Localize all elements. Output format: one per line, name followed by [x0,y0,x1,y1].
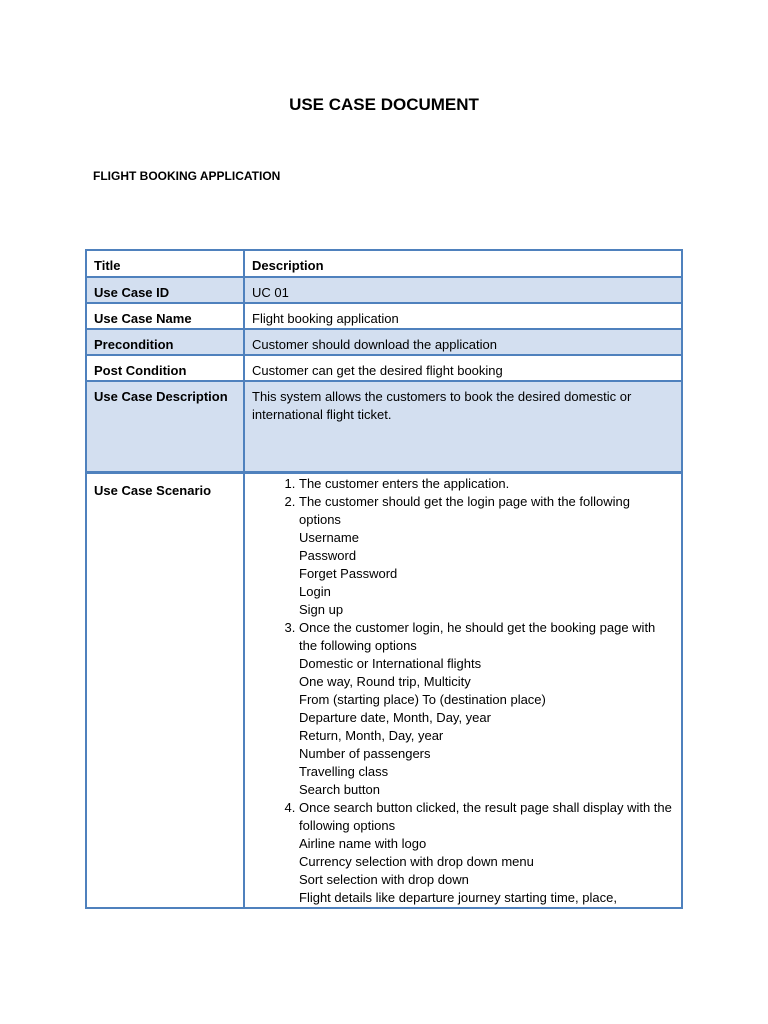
table-row [86,277,682,303]
step-option: From (starting place) To (destination place) [299,691,546,707]
document-subtitle: FLIGHT BOOKING APPLICATION [93,169,281,183]
step-option: Travelling class [299,763,389,779]
scenario-steps-list [252,475,674,907]
step-option: Airline name with logo [299,835,427,851]
step-option: Departure date, Month, Day, year [299,709,491,725]
row-value: This system allows the customers to book the desired domestic or international flight ticket. [244,381,682,472]
use-case-table [85,249,683,909]
row-value: Flight booking application [244,303,682,329]
step-text: The customer should get the login page with the following options [299,493,630,527]
row-label: Use Case Name [86,303,244,329]
step-text: Once search button clicked, the result page shall display with the following options [299,799,672,833]
table-row [86,329,682,355]
scenario-step [299,619,674,799]
scenario-label: Use Case Scenario [86,472,244,908]
step-option: Flight details like departure journey starting time, place, [299,889,617,905]
row-label: Post Condition [86,355,244,381]
step-option: Forget Password [299,565,398,581]
header-description-cell: Description [244,250,682,277]
scenario-step [299,475,674,493]
table-header-row [86,250,682,277]
step-option: Sort selection with drop down [299,871,469,887]
step-option: Domestic or International flights [299,655,482,671]
step-text: The customer enters the application. [299,475,510,491]
step-option: Number of passengers [299,745,431,761]
step-option: Sign up [299,601,344,617]
header-title-cell: Title [86,250,244,277]
scenario-step [299,493,674,619]
scenario-step [299,799,674,907]
row-value: Customer should download the application [244,329,682,355]
row-value: UC 01 [244,277,682,303]
table-row [86,381,682,472]
table-row [86,355,682,381]
table-row [86,303,682,329]
step-option: Search button [299,781,380,797]
row-label: Use Case Description [86,381,244,472]
row-label: Use Case ID [86,277,244,303]
row-label: Precondition [86,329,244,355]
step-option: Currency selection with drop down menu [299,853,534,869]
step-text: Once the customer login, he should get the booking page with the following options [299,619,656,653]
row-value: Customer can get the desired flight booking [244,355,682,381]
step-option: Password [299,547,357,563]
scenario-row [86,472,682,908]
scenario-steps-cell [244,472,682,908]
step-option: One way, Round trip, Multicity [299,673,471,689]
step-option: Login [299,583,331,599]
step-option: Username [299,529,359,545]
document-title: USE CASE DOCUMENT [289,95,479,114]
step-option: Return, Month, Day, year [299,727,444,743]
